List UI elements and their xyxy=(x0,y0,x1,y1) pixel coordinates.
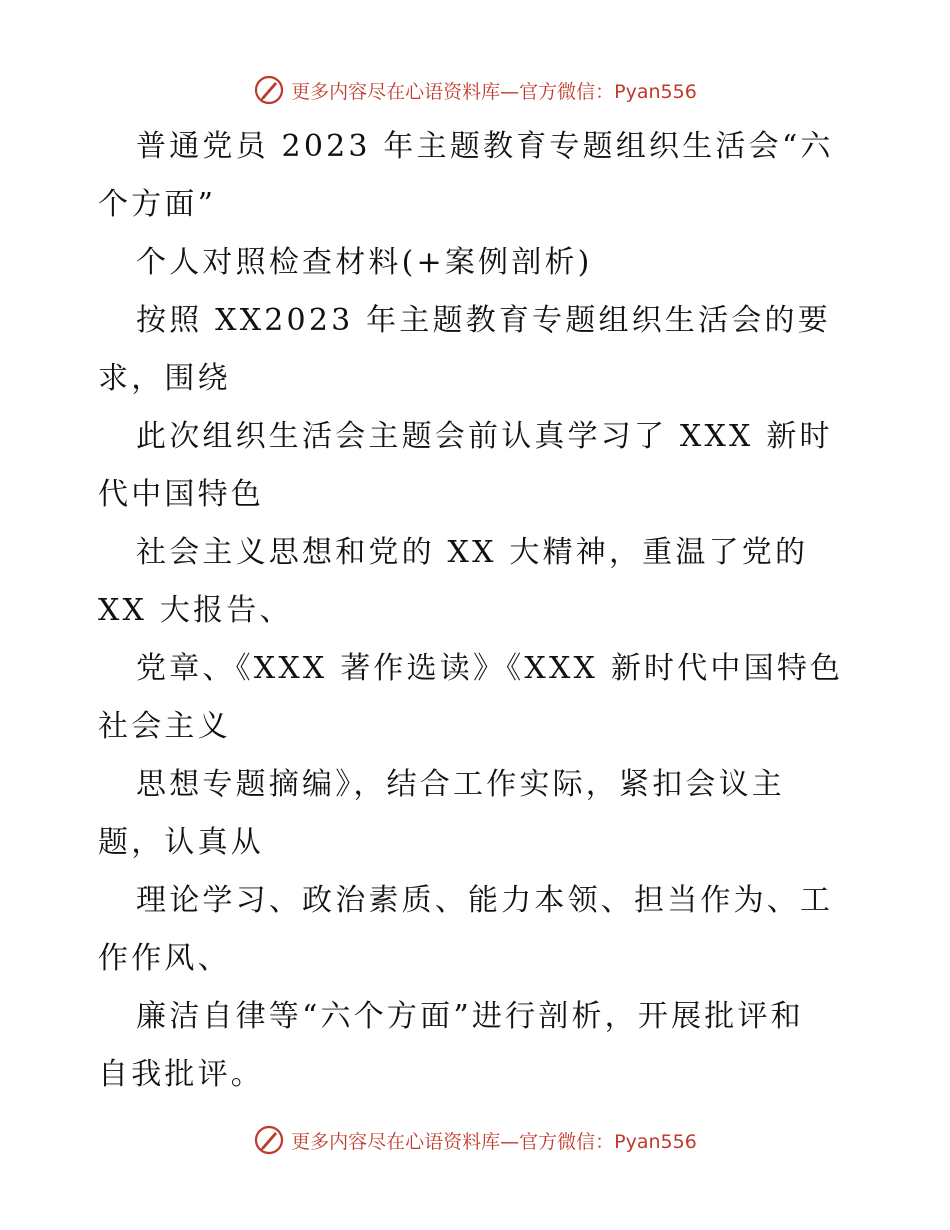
paragraph-line: 廉洁自律等“六个方面”进行剖析，开展批评和 xyxy=(136,999,804,1034)
document-title-line-2: 个方面” xyxy=(98,187,217,222)
paragraph-line: 思想专题摘编》，结合工作实际，紧扣会议主 xyxy=(136,767,785,802)
paragraph-line: 此次组织生活会主题会前认真学习了 XXX 新时 xyxy=(136,419,833,454)
quill-pen-seal-icon xyxy=(253,74,285,106)
paragraph-line: 党章、《XXX 著作选读》《XXX 新时代中国特色 xyxy=(136,651,844,686)
paragraph-line: XX 大报告、 xyxy=(98,593,293,628)
paragraph-line: 自我批评。 xyxy=(98,1057,264,1092)
paragraph-line: 求，围绕 xyxy=(98,361,231,396)
paragraph-line: 按照 XX2023 年主题教育专题组织生活会的要 xyxy=(136,303,831,338)
quill-pen-seal-icon xyxy=(253,1124,285,1156)
paragraph-line: 作作风、 xyxy=(98,941,231,976)
banner-text: 更多内容尽在心语资料库—官方微信：Pyan556 xyxy=(291,1130,697,1153)
paragraph-line: 题，认真从 xyxy=(98,825,264,860)
document-subtitle: 个人对照检查材料(+案例剖析) xyxy=(136,245,593,280)
footer-banner xyxy=(0,1120,950,1160)
document-title-line-1: 普通党员 2023 年主题教育专题组织生活会“六 xyxy=(136,129,834,164)
paragraph-line: 代中国特色 xyxy=(98,477,264,512)
header-banner xyxy=(0,70,950,110)
paragraph-line: 社会主义思想和党的 XX 大精神，重温了党的 xyxy=(136,535,809,570)
paragraph-line: 社会主义 xyxy=(98,709,231,744)
document-body xyxy=(98,118,858,1104)
paragraph-line: 理论学习、政治素质、能力本领、担当作为、工 xyxy=(136,883,834,918)
banner-text: 更多内容尽在心语资料库—官方微信：Pyan556 xyxy=(291,80,697,103)
